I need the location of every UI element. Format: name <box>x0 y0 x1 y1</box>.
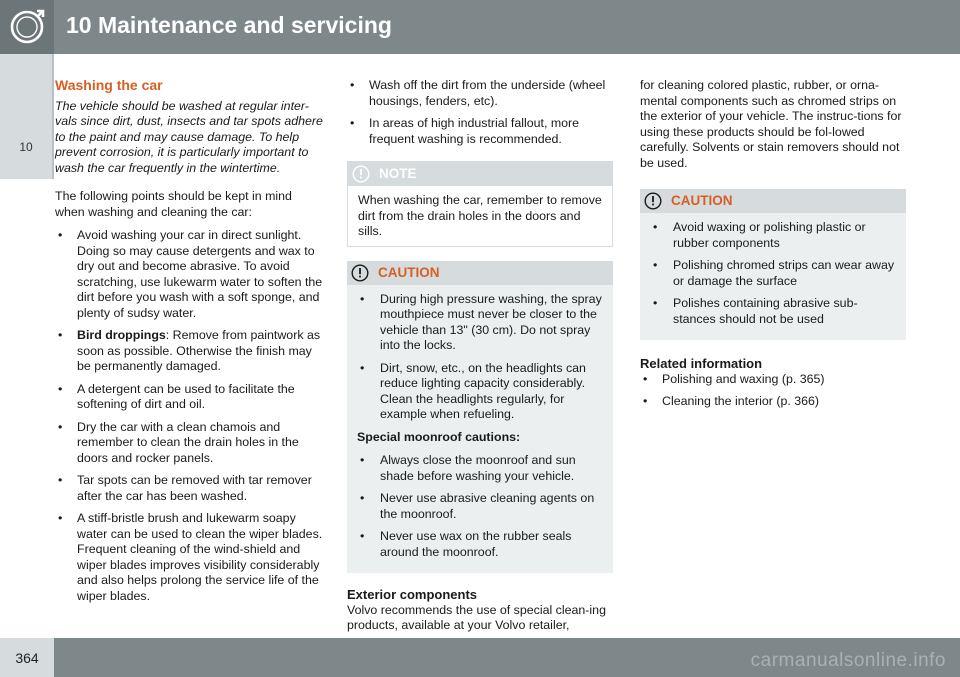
list-item: • Dry the car with a clean chamois and remember to clean the drain holes in the doors and rocker panels. <box>55 420 323 467</box>
page-footer <box>0 638 960 677</box>
caution-heading: CAUTION <box>671 193 733 208</box>
column-2 <box>347 78 613 642</box>
list-item: • A detergent can be used to facilitate the softening of dirt and oil. <box>55 382 323 413</box>
moonroof-caution-list <box>357 453 603 560</box>
related-links-list <box>640 372 906 410</box>
chapter-title: 10 Maintenance and servicing <box>66 12 392 38</box>
caution-list <box>357 292 603 423</box>
column-1 <box>55 78 323 611</box>
list-item: • Never use abrasive cleaning agents on the moonroof. <box>357 491 603 522</box>
list-item: • During high pressure washing, the spray mouthpiece must never be closer to the vehicle than 13" (30 cm). Do not spray into the locks. <box>357 292 603 354</box>
chapter-tab-label: 10 <box>19 140 33 154</box>
note-box <box>347 161 613 247</box>
washing-tips-list <box>55 228 323 604</box>
list-item: • Always close the moonroof and sun shade before washing your vehicle. <box>357 453 603 484</box>
caution-list <box>650 220 896 327</box>
volvo-logo-icon <box>8 8 46 46</box>
caution-box-washing <box>347 261 613 574</box>
list-item: • Never use wax on the rubber seals around the moonroof. <box>357 529 603 560</box>
lead-text: The following points should be kept in mind when washing and cleaning the car: <box>55 189 292 219</box>
list-item: • Bird droppings: Remove from paintwork as soon as possible. Otherwise the finish may be permanently damaged. <box>55 328 323 375</box>
chapter-side-tab <box>0 54 54 179</box>
page-number: 364 <box>15 650 39 666</box>
caution-box-exterior <box>640 189 906 340</box>
watermark: carmanualsonline.info <box>750 650 946 671</box>
list-item: • Tar spots can be removed with tar remover after the car has been washed. <box>55 473 323 504</box>
note-body: When washing the car, remember to remove dirt from the drain holes in the doors and sills. <box>358 193 602 238</box>
note-heading: NOTE <box>379 166 417 181</box>
warning-icon <box>351 264 369 282</box>
chapter-header <box>0 0 960 54</box>
exterior-components-heading: Exterior components <box>347 587 478 602</box>
caution-body <box>347 285 613 574</box>
related-information-heading: Related information <box>640 356 763 371</box>
warning-icon <box>644 192 662 210</box>
caution-header <box>640 189 906 213</box>
page-number-box <box>0 638 54 677</box>
list-item: • Polishes containing abrasive sub-stances should not be used <box>650 296 896 327</box>
list-item: • A stiff-bristle brush and lukewarm soapy water can be used to clean the wiper blades. Frequent cleaning of the wind-shield and wiper blades improves visibility considerably and also helps prolong the service life of the wiper blades. <box>55 511 323 604</box>
list-item: • Wash off the dirt from the underside (wheel housings, fenders, etc). <box>347 78 613 109</box>
section-title: Washing the car <box>55 77 163 93</box>
list-item: • Avoid waxing or polishing plastic or rubber components <box>650 220 896 251</box>
intro-text: The vehicle should be washed at regular inter-vals since dirt, dust, insects and tar spots adhere to the paint and may cause damage. To help prevent corrosion, it is particularly important to wash the car frequently in the wintertime. <box>55 98 323 175</box>
column-3 <box>640 78 906 417</box>
washing-tips-list-cont <box>347 78 613 147</box>
note-header <box>348 162 612 186</box>
list-item: • Dirt, snow, etc., on the headlights can reduce lighting capacity considerably. Clean the headlights regularly, for example when refueling. <box>357 361 603 423</box>
exterior-text-part2: for cleaning colored plastic, rubber, or orna-mental components such as chromed strips on the exterior of your vehicle. The instruc-tions for using these products should be fol-lowed carefully. Solvents or stain removers should not be used. <box>640 78 902 170</box>
related-link[interactable]: • Cleaning the interior (p. 366) <box>640 394 906 410</box>
list-item: • Avoid washing your car in direct sunlight. Doing so may cause detergents and wax to dry out and become abrasive. To avoid scratching, use lukewarm water to soften the dirt before you wash with a soft sponge, and plenty of sudsy water. <box>55 228 323 321</box>
logo-box <box>0 0 54 54</box>
list-item: • Polishing chromed strips can wear away or damage the surface <box>650 258 896 289</box>
list-item: • In areas of high industrial fallout, more frequent washing is recommended. <box>347 116 613 147</box>
caution-header <box>347 261 613 285</box>
caution-heading: CAUTION <box>378 264 440 280</box>
exterior-text-part1: Volvo recommends the use of special clean-ing products, available at your Volvo retailer, <box>347 602 606 632</box>
warning-icon <box>352 165 370 183</box>
moonroof-subheading: Special moonroof cautions: <box>357 429 521 444</box>
related-link[interactable]: • Polishing and waxing (p. 365) <box>640 372 906 388</box>
caution-body <box>640 213 906 340</box>
